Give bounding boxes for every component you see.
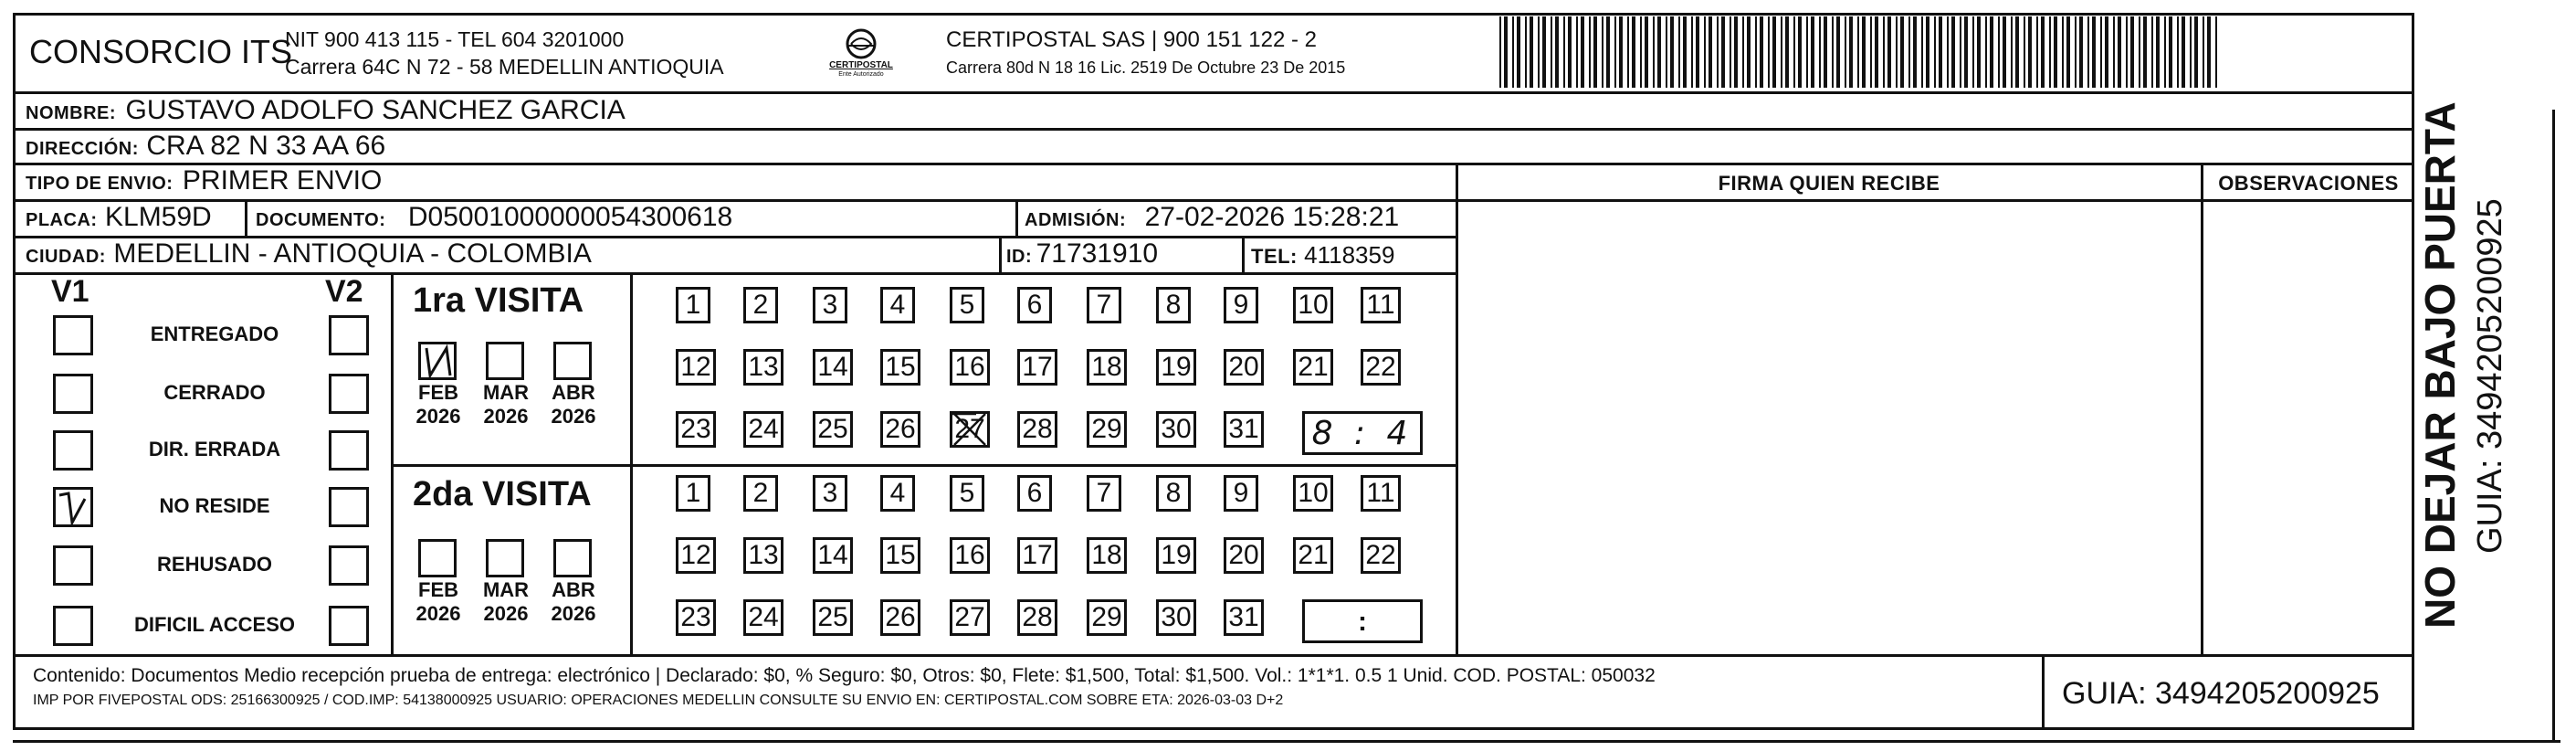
- firma-header: FIRMA QUIEN RECIBE: [1718, 172, 1940, 195]
- visit1-day-number: 13: [748, 352, 779, 382]
- observaciones-header: OBSERVACIONES: [2218, 172, 2399, 195]
- visit2-day-number: 8: [1165, 478, 1182, 508]
- visit2-day-box[interactable]: [676, 599, 716, 636]
- nombre-row: [26, 95, 626, 128]
- visit1-day-number: 25: [817, 414, 848, 444]
- placa-label: PLACA:: [26, 210, 98, 230]
- visit1-day-number: 21: [1298, 352, 1329, 382]
- visit2-day-number: 2: [752, 478, 769, 508]
- visit2-day-box[interactable]: [1293, 475, 1333, 512]
- v1-checkbox[interactable]: [53, 487, 93, 527]
- visit2-day-box[interactable]: [1087, 599, 1127, 636]
- cell-divider: [245, 199, 247, 236]
- visit2-day-box[interactable]: [1361, 537, 1401, 574]
- visit2-day-box[interactable]: [1017, 599, 1057, 636]
- id-label: ID:: [1006, 247, 1033, 267]
- row-divider: [13, 272, 1457, 275]
- certipostal-logo: [811, 26, 911, 80]
- visit1-month-label: ABR: [552, 381, 595, 404]
- visit1-day-box[interactable]: [880, 411, 920, 448]
- visit1-day-box[interactable]: [1156, 349, 1196, 386]
- v2-header: V2: [325, 274, 363, 309]
- visit2-day-box[interactable]: [880, 599, 920, 636]
- footer-imp: IMP POR FIVEPOSTAL ODS: 25166300925 / COD.IMP: 54138000925 USUARIO: OPERACIONES MEDELLIN CONSULTE SU ENVIO EN: CERTIPOSTAL.COM SOBRE ETA: 2026-03-03 D+2: [33, 693, 1284, 708]
- visit2-day-number: 12: [680, 540, 711, 570]
- visit2-day-number: 15: [885, 540, 916, 570]
- visit2-day-box[interactable]: [813, 475, 847, 512]
- documento-value: D05001000000054300618: [407, 202, 733, 232]
- visit1-day-box[interactable]: [1156, 287, 1191, 323]
- visit1-day-box[interactable]: [1361, 349, 1401, 386]
- visit2-day-box[interactable]: [1156, 599, 1196, 636]
- right-edge-line: [2552, 110, 2555, 740]
- visit2-day-box[interactable]: [743, 599, 783, 636]
- check-mark-icon: [56, 490, 92, 526]
- visit2-day-number: 17: [1022, 540, 1053, 570]
- v2-checkbox[interactable]: [329, 374, 369, 414]
- visit2-day-box[interactable]: [950, 475, 984, 512]
- admision-label: ADMISIÓN:: [1025, 210, 1127, 230]
- status-option-label: DIFICIL ACCESO: [133, 613, 295, 636]
- visit1-day-number: 5: [959, 290, 975, 320]
- visit2-month-year: 2026: [483, 602, 529, 625]
- visit2-day-box[interactable]: [880, 475, 915, 512]
- tel-label: TEL:: [1251, 245, 1298, 268]
- visit2-day-number: 18: [1091, 540, 1122, 570]
- visit1-day-number: 1: [685, 290, 701, 320]
- v1-checkbox[interactable]: [53, 315, 93, 355]
- visit2-day-box[interactable]: [1361, 475, 1401, 512]
- visit1-day-box[interactable]: [1224, 287, 1258, 323]
- side-warning: NO DEJAR BAJO PUERTA: [2416, 101, 2464, 629]
- visit2-day-number: 25: [817, 602, 848, 632]
- visit2-day-number: 19: [1161, 540, 1192, 570]
- visit2-day-number: 1: [685, 478, 701, 508]
- visit2-day-number: 28: [1022, 602, 1053, 632]
- visit2-day-box[interactable]: [1224, 537, 1264, 574]
- status-option-label: DIR. ERRADA: [148, 438, 281, 460]
- visit2-month-checkbox[interactable]: [553, 539, 592, 577]
- direccion-label: DIRECCIÓN:: [26, 139, 139, 159]
- admision-field: [1025, 202, 1399, 233]
- visit2-divider: [630, 464, 633, 654]
- visit1-day-number: 14: [817, 352, 848, 382]
- visit2-day-number: 22: [1365, 540, 1396, 570]
- visit1-day-number: 29: [1091, 414, 1122, 444]
- cell-divider: [999, 236, 1002, 272]
- visit1-month-year: 2026: [483, 405, 529, 428]
- visit2-day-number: 9: [1233, 478, 1249, 508]
- status-option-label: CERRADO: [163, 381, 266, 404]
- visit1-day-number: 2: [752, 290, 769, 320]
- visit2-day-box[interactable]: [1017, 475, 1052, 512]
- visit1-day-number: 30: [1161, 414, 1192, 444]
- certipostal-address: Carrera 80d N 18 16 Lic. 2519 De Octubre 23 De 2015: [946, 58, 1346, 77]
- obs-left-border: [2201, 163, 2203, 654]
- visit1-day-box[interactable]: [676, 287, 710, 323]
- visit2-day-number: 23: [680, 602, 711, 632]
- visit2-day-box[interactable]: [1224, 475, 1258, 512]
- visit2-month-checkbox[interactable]: [486, 539, 524, 577]
- logo-subtext: Ente Autorizado: [838, 71, 884, 78]
- visit1-day-number: 10: [1298, 290, 1329, 320]
- visit1-day-box[interactable]: [676, 411, 716, 448]
- visit1-time-box: [1302, 411, 1423, 455]
- visit1-day-box[interactable]: [880, 287, 915, 323]
- side-guia: GUIA: 3494205200925: [2471, 198, 2509, 554]
- visit1-day-number: 12: [680, 352, 711, 382]
- visit2-day-box[interactable]: [743, 537, 783, 574]
- visit1-day-box[interactable]: [1293, 349, 1333, 386]
- visit2-day-box[interactable]: [1017, 537, 1057, 574]
- visit1-day-number: 19: [1161, 352, 1192, 382]
- visit2-day-box[interactable]: [950, 537, 990, 574]
- visit1-month-checkbox[interactable]: [418, 342, 457, 380]
- visit2-day-number: 27: [954, 602, 985, 632]
- v2-checkbox[interactable]: [329, 315, 369, 355]
- ciudad-field: [26, 238, 592, 270]
- visit1-day-box[interactable]: [1087, 287, 1121, 323]
- tipo-row: [26, 165, 382, 196]
- v2-checkbox[interactable]: [329, 487, 369, 527]
- barcode: [1498, 16, 2228, 88]
- visit1-day-box[interactable]: [950, 287, 984, 323]
- visit2-month-label: MAR: [482, 578, 530, 601]
- visit2-day-number: 10: [1298, 478, 1329, 508]
- status-panel-divider: [391, 272, 394, 654]
- visit2-month-year: 2026: [551, 602, 596, 625]
- visit2-day-number: 21: [1298, 540, 1329, 570]
- visit2-day-number: 4: [889, 478, 906, 508]
- firma-header-line: [1456, 199, 2414, 202]
- visit1-month-year: 2026: [551, 405, 596, 428]
- footer-divider: [13, 654, 2414, 657]
- status-option-label: ENTREGADO: [150, 323, 279, 345]
- certipostal-nit: CERTIPOSTAL SAS | 900 151 122 - 2: [946, 27, 1317, 52]
- visit2-day-box[interactable]: [676, 475, 710, 512]
- visit2-day-box[interactable]: [1293, 537, 1333, 574]
- visit1-day-number: 15: [885, 352, 916, 382]
- logo-text: CERTIPOSTAL: [829, 60, 893, 70]
- v1-header: V1: [51, 274, 89, 309]
- visit2-day-number: 30: [1161, 602, 1192, 632]
- visit1-day-box[interactable]: [1224, 411, 1264, 448]
- company-address: Carrera 64C N 72 - 58 MEDELLIN ANTIOQUIA: [285, 55, 724, 79]
- v2-checkbox[interactable]: [329, 606, 369, 646]
- visit2-day-number: 24: [748, 602, 779, 632]
- v1-checkbox[interactable]: [53, 374, 93, 414]
- visit1-month-checkbox[interactable]: [486, 342, 524, 380]
- visit1-day-box[interactable]: [1156, 411, 1196, 448]
- visit1-day-box[interactable]: [1293, 287, 1333, 323]
- visit1-day-box[interactable]: [813, 349, 853, 386]
- visit1-day-box[interactable]: [813, 287, 847, 323]
- visit2-day-box[interactable]: [1156, 537, 1196, 574]
- visit2-day-number: 3: [822, 478, 838, 508]
- visit1-day-number: 17: [1022, 352, 1053, 382]
- v1-checkbox[interactable]: [53, 606, 93, 646]
- visit2-day-number: 16: [954, 540, 985, 570]
- visit1-day-box[interactable]: [950, 411, 990, 448]
- admision-value: 27-02-2026 15:28:21: [1144, 202, 1400, 232]
- visit1-day-box[interactable]: [1361, 287, 1401, 323]
- id-value: 71731910: [1036, 238, 1159, 269]
- documento-label: DOCUMENTO:: [256, 210, 386, 230]
- v1-checkbox[interactable]: [53, 545, 93, 586]
- visit2-title: 2da VISITA: [413, 475, 592, 513]
- direccion-row: [26, 131, 385, 162]
- visit1-day-number: 11: [1366, 290, 1395, 320]
- visit2-day-box[interactable]: [1224, 599, 1264, 636]
- visit1-day-number: 31: [1228, 414, 1259, 444]
- tel-value: 4118359: [1304, 241, 1395, 269]
- visit2-month-year: 2026: [415, 602, 461, 625]
- visit1-day-box[interactable]: [1017, 411, 1057, 448]
- v2-checkbox[interactable]: [329, 545, 369, 586]
- visit1-month-label: MAR: [482, 381, 530, 404]
- visit1-day-number: 6: [1026, 290, 1043, 320]
- footer-contenido: Contenido: Documentos Medio recepción prueba de entrega: electrónico | Declarado: $0, % Seguro: $0, Otros: $0, Flete: $1,500, Total: $1,500. Vol.: 1*1*1. 0.5 1 Unid. COD. POSTAL: 050032: [33, 665, 1656, 686]
- nombre-value: GUSTAVO ADOLFO SANCHEZ GARCIA: [125, 95, 626, 125]
- visit2-day-box[interactable]: [743, 475, 778, 512]
- tipo-label: TIPO DE ENVIO:: [26, 174, 173, 194]
- visit2-month-label: FEB: [418, 578, 458, 601]
- check-mark-icon: [421, 344, 456, 379]
- visit2-month-checkbox[interactable]: [418, 539, 457, 577]
- footer-guia-divider: [2042, 654, 2045, 730]
- visit1-day-number: 24: [748, 414, 779, 444]
- visit1-day-number: 7: [1096, 290, 1112, 320]
- documento-field: [256, 202, 732, 233]
- visit1-title: 1ra VISITA: [413, 281, 584, 320]
- placa-field: [26, 202, 212, 233]
- visit1-month-label: FEB: [418, 381, 458, 404]
- visit2-day-number: 5: [959, 478, 975, 508]
- visit1-day-box[interactable]: [743, 411, 783, 448]
- nombre-label: NOMBRE:: [26, 103, 117, 123]
- footer-guia: GUIA: 3494205200925: [2062, 676, 2380, 711]
- visit1-day-number: 28: [1022, 414, 1053, 444]
- placa-value: KLM59D: [105, 202, 212, 232]
- visit1-day-number: 22: [1365, 352, 1396, 382]
- visit1-day-box[interactable]: [950, 349, 990, 386]
- visit2-day-number: 29: [1091, 602, 1122, 632]
- visit2-day-box[interactable]: [880, 537, 920, 574]
- visit2-time-box: [1302, 599, 1423, 643]
- visit2-time: :: [1358, 607, 1367, 637]
- v1-checkbox[interactable]: [53, 430, 93, 471]
- visit2-day-box[interactable]: [1087, 537, 1127, 574]
- visit1-divider: [630, 272, 633, 464]
- ciudad-label: CIUDAD:: [26, 247, 106, 267]
- visit1-day-number: 26: [885, 414, 916, 444]
- visit1-month-year: 2026: [415, 405, 461, 428]
- visit2-day-number: 7: [1096, 478, 1112, 508]
- id-field: [1006, 238, 1158, 270]
- visit1-day-box[interactable]: [1017, 287, 1052, 323]
- visit2-day-number: 14: [817, 540, 848, 570]
- visit2-day-number: 20: [1228, 540, 1259, 570]
- visit1-day-number: 20: [1228, 352, 1259, 382]
- visit1-day-number: 18: [1091, 352, 1122, 382]
- cell-divider: [1015, 199, 1018, 236]
- visit2-day-number: 31: [1228, 602, 1259, 632]
- ciudad-value: MEDELLIN - ANTIOQUIA - COLOMBIA: [113, 238, 592, 269]
- status-option-label: NO RESIDE: [159, 494, 270, 517]
- visit2-day-number: 13: [748, 540, 779, 570]
- visit2-month-label: ABR: [552, 578, 595, 601]
- v2-checkbox[interactable]: [329, 430, 369, 471]
- visit1-day-box[interactable]: [1087, 411, 1127, 448]
- visit1-day-number: 23: [680, 414, 711, 444]
- tel-field: [1251, 241, 1394, 270]
- visit1-day-box[interactable]: [676, 349, 716, 386]
- tipo-value: PRIMER ENVIO: [182, 165, 383, 196]
- visit1-day-box[interactable]: [1017, 349, 1057, 386]
- firma-left-border: [1456, 163, 1458, 654]
- visit2-day-box[interactable]: [813, 537, 853, 574]
- bottom-shadow-line: [13, 740, 2560, 743]
- visit1-day-box[interactable]: [813, 411, 853, 448]
- visit1-day-number: 16: [954, 352, 985, 382]
- visit1-day-box[interactable]: [743, 349, 783, 386]
- status-option-label: REHUSADO: [157, 553, 272, 576]
- visit2-day-number: 6: [1026, 478, 1043, 508]
- company-name: CONSORCIO ITS: [29, 33, 293, 70]
- visit2-day-box[interactable]: [676, 537, 716, 574]
- day-mark-icon: [949, 410, 993, 450]
- visit1-day-number: 8: [1165, 290, 1182, 320]
- visit2-day-box[interactable]: [950, 599, 990, 636]
- visit2-day-box[interactable]: [1087, 475, 1121, 512]
- visit1-day-box[interactable]: [743, 287, 778, 323]
- visit1-day-number: 9: [1233, 290, 1249, 320]
- visit1-day-number: 27: [954, 414, 985, 444]
- company-nit: NIT 900 413 115 - TEL 604 3201000: [285, 27, 625, 51]
- visit1-day-box[interactable]: [1224, 349, 1264, 386]
- cell-divider: [1242, 236, 1245, 272]
- visit1-month-checkbox[interactable]: [553, 342, 592, 380]
- visit2-day-box[interactable]: [1156, 475, 1191, 512]
- visit1-day-number: 4: [889, 290, 906, 320]
- visit1-day-box[interactable]: [1087, 349, 1127, 386]
- visit2-day-number: 26: [885, 602, 916, 632]
- visit1-day-box[interactable]: [880, 349, 920, 386]
- visit2-day-box[interactable]: [813, 599, 853, 636]
- visit1-day-number: 3: [822, 290, 838, 320]
- visit1-time: 8 : 4: [1311, 415, 1414, 452]
- visit2-day-number: 11: [1366, 478, 1395, 508]
- header-divider: [13, 91, 2414, 94]
- visits-divider: [391, 464, 1456, 467]
- direccion-value: CRA 82 N 33 AA 66: [146, 131, 386, 161]
